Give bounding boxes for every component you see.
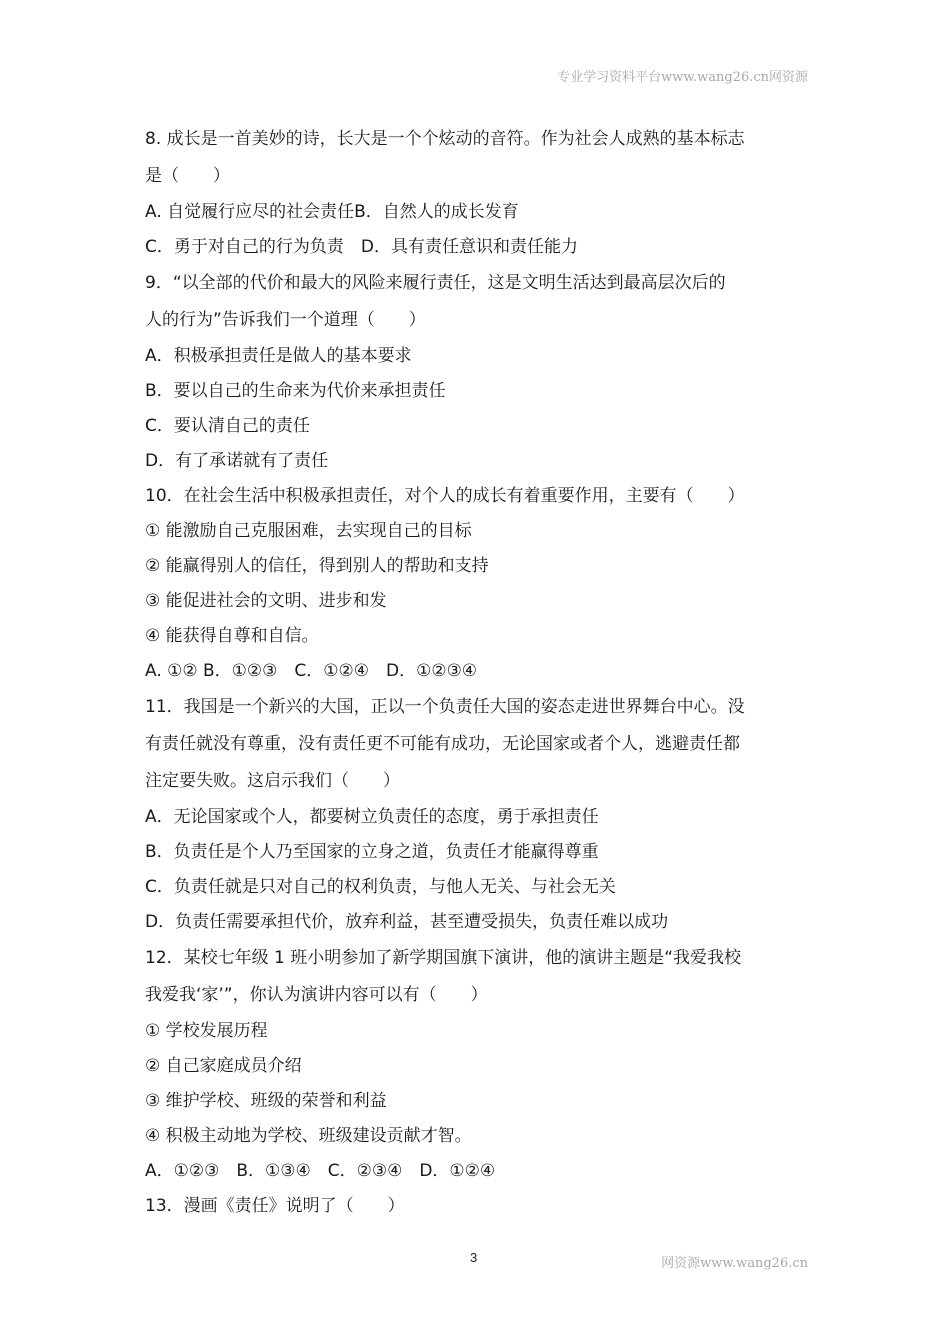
- question-11-stem-line-3: 注定要失败。这启示我们（ ）: [145, 771, 400, 791]
- question-8-options-ab: A. 自觉履行应尽的社会责任B．自然人的成长发育: [145, 202, 519, 222]
- question-11-option-c: C．负责任就是只对自己的权利负责，与他人无关、与社会无关: [145, 877, 616, 897]
- question-9-option-c: C．要认清自己的责任: [145, 416, 310, 436]
- question-13-stem: 13．漫画《责任》说明了（ ）: [145, 1196, 405, 1216]
- question-10-item-3: ③ 能促进社会的文明、进步和发: [145, 591, 387, 611]
- question-9-option-d: D．有了承诺就有了责任: [145, 451, 329, 471]
- question-12-item-4: ④ 积极主动地为学校、班级建设贡献才智。: [145, 1126, 472, 1146]
- question-12-item-1: ① 学校发展历程: [145, 1021, 268, 1041]
- question-9-option-a: A．积极承担责任是做人的基本要求: [145, 346, 412, 366]
- question-12-item-2: ② 自己家庭成员介绍: [145, 1056, 302, 1076]
- footer-watermark: 网资源www.wang26.cn: [661, 1256, 808, 1271]
- question-11-stem-line-2: 有责任就没有尊重，没有责任更不可能有成功，无论国家或者个人，逃避责任都: [145, 734, 740, 754]
- question-12-choices: A．①②③ B．①③④ C．②③④ D．①②④: [145, 1161, 496, 1181]
- header-watermark: 专业学习资料平台www.wang26.cn网资源: [557, 70, 808, 85]
- question-10-item-4: ④ 能获得自尊和自信。: [145, 626, 319, 646]
- question-9-option-b: B．要以自己的生命来为代价来承担责任: [145, 381, 446, 401]
- question-11-option-d: D．负责任需要承担代价，放弃利益，甚至遭受损失，负责任难以成功: [145, 912, 669, 932]
- question-12-item-3: ③ 维护学校、班级的荣誉和利益: [145, 1091, 387, 1111]
- question-12-stem-line-1: 12．某校七年级 1 班小明参加了新学期国旗下演讲，他的演讲主题是“我爱我校: [145, 948, 742, 968]
- question-9-stem-line-2: 人的行为”告诉我们一个道理（ ）: [145, 310, 426, 330]
- question-10-item-1: ① 能激励自己克服困难，去实现自己的目标: [145, 521, 472, 541]
- question-8-stem-line-1: 8. 成长是一首美妙的诗，长大是一个个炫动的音符。作为社会人成熟的基本标志: [145, 129, 745, 149]
- question-10-stem: 10．在社会生活中积极承担责任，对个人的成长有着重要作用，主要有（ ）: [145, 486, 745, 506]
- question-11-option-b: B．负责任是个人乃至国家的立身之道，负责任才能赢得尊重: [145, 842, 599, 862]
- question-8-options-cd: C．勇于对自己的行为负责 D．具有责任意识和责任能力: [145, 237, 578, 257]
- question-11-option-a: A．无论国家或个人，都要树立负责任的态度，勇于承担责任: [145, 807, 599, 827]
- question-9-stem-line-1: 9．“以全部的代价和最大的风险来履行责任，这是文明生活达到最高层次后的: [145, 273, 726, 293]
- question-12-stem-line-2: 我爱我‘家’”，你认为演讲内容可以有（ ）: [145, 985, 488, 1005]
- question-10-choices: A. ①② B．①②③ C．①②④ D．①②③④: [145, 661, 478, 681]
- page-number: 3: [470, 1250, 478, 1265]
- question-10-item-2: ② 能赢得别人的信任，得到别人的帮助和支持: [145, 556, 489, 576]
- question-11-stem-line-1: 11．我国是一个新兴的大国，正以一个负责任大国的姿态走进世界舞台中心。没: [145, 697, 745, 717]
- question-8-stem-line-2: 是（ ）: [145, 166, 230, 186]
- question-list: [145, 121, 815, 1224]
